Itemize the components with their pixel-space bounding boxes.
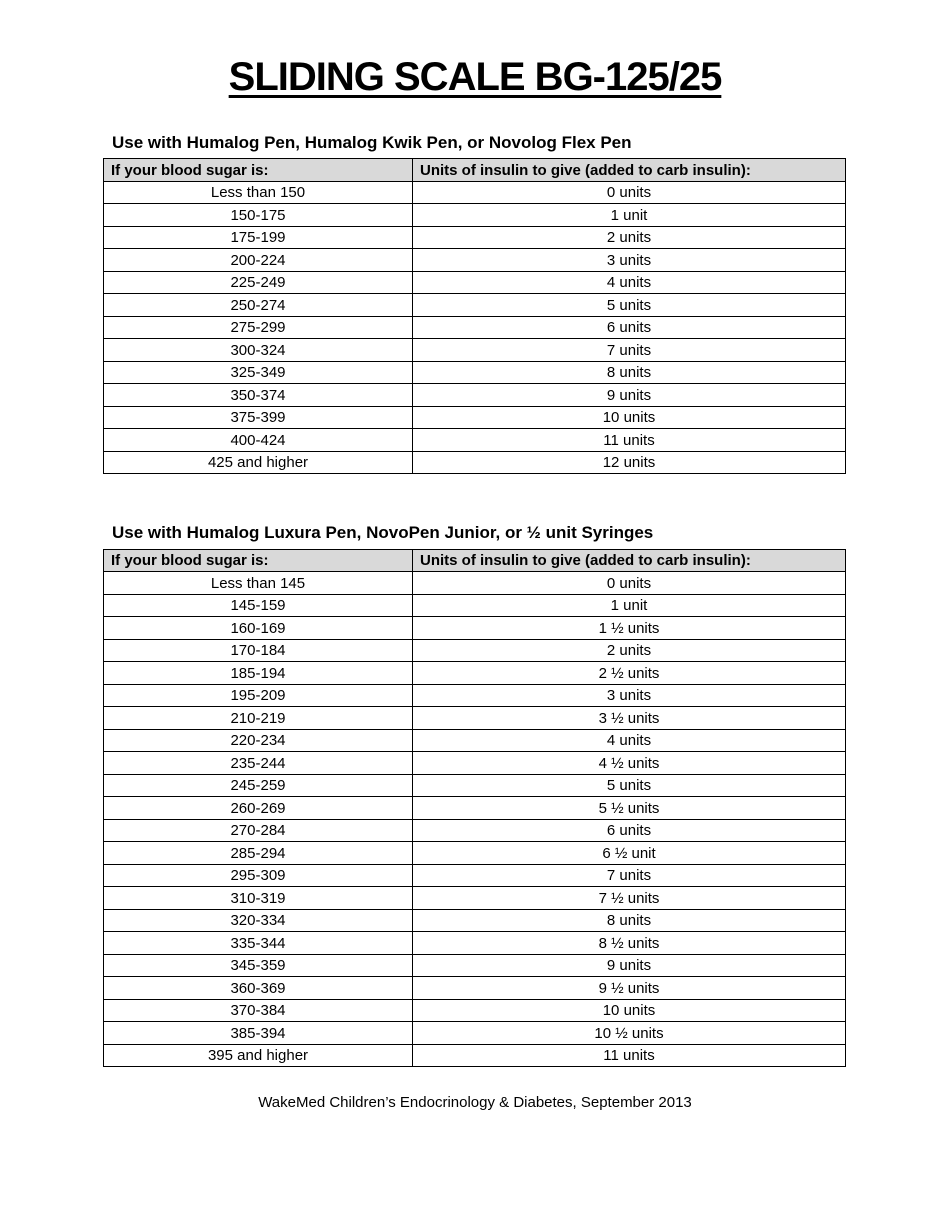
blood-sugar-range-cell: 150-175 <box>104 204 413 227</box>
blood-sugar-range-cell: 375-399 <box>104 406 413 429</box>
insulin-units-cell: 9 units <box>413 384 846 407</box>
blood-sugar-range-cell: 235-244 <box>104 752 413 775</box>
blood-sugar-range-cell: 185-194 <box>104 662 413 685</box>
table-row <box>104 1022 846 1045</box>
sliding-scale-table-whole-units <box>103 158 846 474</box>
blood-sugar-range-cell: 270-284 <box>104 819 413 842</box>
blood-sugar-range-cell: 160-169 <box>104 617 413 640</box>
insulin-units-cell: 1 ½ units <box>413 617 846 640</box>
insulin-units-cell: 0 units <box>413 572 846 595</box>
table-header-row <box>104 549 846 572</box>
table-row <box>104 226 846 249</box>
table-row <box>104 572 846 595</box>
table-row <box>104 406 846 429</box>
blood-sugar-range-cell: 245-259 <box>104 774 413 797</box>
page-title: SLIDING SCALE BG-125/25 <box>228 55 722 99</box>
blood-sugar-range-cell: 170-184 <box>104 639 413 662</box>
table-row <box>104 249 846 272</box>
blood-sugar-range-cell: 310-319 <box>104 887 413 910</box>
table-row <box>104 662 846 685</box>
insulin-units-cell: 8 units <box>413 361 846 384</box>
footer-attribution: WakeMed Children’s Endocrinology & Diabetes, September 2013 <box>258 1094 692 1112</box>
table-row <box>104 797 846 820</box>
blood-sugar-column-header: If your blood sugar is: <box>104 549 413 572</box>
insulin-units-cell: 3 units <box>413 249 846 272</box>
insulin-units-cell: 10 units <box>413 406 846 429</box>
table-row <box>104 729 846 752</box>
blood-sugar-range-cell: 400-424 <box>104 429 413 452</box>
insulin-units-cell: 4 units <box>413 729 846 752</box>
table-row <box>104 204 846 227</box>
table-row <box>104 752 846 775</box>
table-row <box>104 429 846 452</box>
table-row <box>104 909 846 932</box>
blood-sugar-range-cell: 145-159 <box>104 594 413 617</box>
insulin-units-cell: 10 units <box>413 999 846 1022</box>
table-row <box>104 932 846 955</box>
blood-sugar-column-header: If your blood sugar is: <box>104 159 413 182</box>
insulin-units-cell: 9 units <box>413 954 846 977</box>
table-row <box>104 316 846 339</box>
insulin-units-cell: 7 units <box>413 339 846 362</box>
blood-sugar-range-cell: 350-374 <box>104 384 413 407</box>
insulin-units-cell: 9 ½ units <box>413 977 846 1000</box>
table-row <box>104 384 846 407</box>
table-row <box>104 294 846 317</box>
blood-sugar-range-cell: Less than 145 <box>104 572 413 595</box>
insulin-units-cell: 8 ½ units <box>413 932 846 955</box>
blood-sugar-range-cell: 195-209 <box>104 684 413 707</box>
blood-sugar-range-cell: 275-299 <box>104 316 413 339</box>
blood-sugar-range-cell: 260-269 <box>104 797 413 820</box>
section-heading-pen-whole-units: Use with Humalog Pen, Humalog Kwik Pen, or Novolog Flex Pen <box>112 133 632 152</box>
blood-sugar-range-cell: 300-324 <box>104 339 413 362</box>
insulin-units-cell: 6 ½ unit <box>413 842 846 865</box>
table-row <box>104 617 846 640</box>
table-header-row <box>104 159 846 182</box>
table-row <box>104 361 846 384</box>
table-row <box>104 819 846 842</box>
table-row <box>104 977 846 1000</box>
insulin-units-cell: 10 ½ units <box>413 1022 846 1045</box>
blood-sugar-range-cell: 345-359 <box>104 954 413 977</box>
insulin-units-cell: 5 units <box>413 294 846 317</box>
blood-sugar-range-cell: 385-394 <box>104 1022 413 1045</box>
table-row <box>104 954 846 977</box>
table-row <box>104 451 846 474</box>
table-row <box>104 1044 846 1067</box>
insulin-units-cell: 2 ½ units <box>413 662 846 685</box>
insulin-units-cell: 2 units <box>413 639 846 662</box>
blood-sugar-range-cell: 295-309 <box>104 864 413 887</box>
table-row <box>104 707 846 730</box>
blood-sugar-range-cell: 395 and higher <box>104 1044 413 1067</box>
insulin-units-cell: 12 units <box>413 451 846 474</box>
table-row <box>104 181 846 204</box>
table-row <box>104 864 846 887</box>
table-row <box>104 887 846 910</box>
blood-sugar-range-cell: 210-219 <box>104 707 413 730</box>
insulin-units-cell: 3 units <box>413 684 846 707</box>
blood-sugar-range-cell: 325-349 <box>104 361 413 384</box>
sliding-scale-table-half-units <box>103 549 846 1068</box>
blood-sugar-range-cell: Less than 150 <box>104 181 413 204</box>
table-row <box>104 684 846 707</box>
blood-sugar-range-cell: 425 and higher <box>104 451 413 474</box>
blood-sugar-range-cell: 370-384 <box>104 999 413 1022</box>
insulin-units-column-header: Units of insulin to give (added to carb insulin): <box>413 159 846 182</box>
blood-sugar-range-cell: 320-334 <box>104 909 413 932</box>
table-row <box>104 271 846 294</box>
table-row <box>104 774 846 797</box>
insulin-units-cell: 1 unit <box>413 204 846 227</box>
table-row <box>104 339 846 362</box>
insulin-units-cell: 7 units <box>413 864 846 887</box>
insulin-units-column-header: Units of insulin to give (added to carb insulin): <box>413 549 846 572</box>
insulin-units-cell: 3 ½ units <box>413 707 846 730</box>
insulin-units-cell: 4 ½ units <box>413 752 846 775</box>
insulin-units-cell: 5 ½ units <box>413 797 846 820</box>
blood-sugar-range-cell: 200-224 <box>104 249 413 272</box>
table-row <box>104 639 846 662</box>
blood-sugar-range-cell: 250-274 <box>104 294 413 317</box>
insulin-units-cell: 4 units <box>413 271 846 294</box>
blood-sugar-range-cell: 360-369 <box>104 977 413 1000</box>
blood-sugar-range-cell: 335-344 <box>104 932 413 955</box>
blood-sugar-range-cell: 225-249 <box>104 271 413 294</box>
insulin-units-cell: 8 units <box>413 909 846 932</box>
blood-sugar-range-cell: 285-294 <box>104 842 413 865</box>
insulin-units-cell: 0 units <box>413 181 846 204</box>
insulin-units-cell: 6 units <box>413 819 846 842</box>
table-row <box>104 842 846 865</box>
table-row <box>104 594 846 617</box>
insulin-units-cell: 2 units <box>413 226 846 249</box>
insulin-units-cell: 11 units <box>413 429 846 452</box>
blood-sugar-range-cell: 220-234 <box>104 729 413 752</box>
insulin-units-cell: 7 ½ units <box>413 887 846 910</box>
insulin-units-cell: 11 units <box>413 1044 846 1067</box>
insulin-units-cell: 5 units <box>413 774 846 797</box>
blood-sugar-range-cell: 175-199 <box>104 226 413 249</box>
insulin-units-cell: 1 unit <box>413 594 846 617</box>
table-row <box>104 999 846 1022</box>
insulin-units-cell: 6 units <box>413 316 846 339</box>
section-heading-half-unit-devices: Use with Humalog Luxura Pen, NovoPen Junior, or ½ unit Syringes <box>112 523 654 543</box>
